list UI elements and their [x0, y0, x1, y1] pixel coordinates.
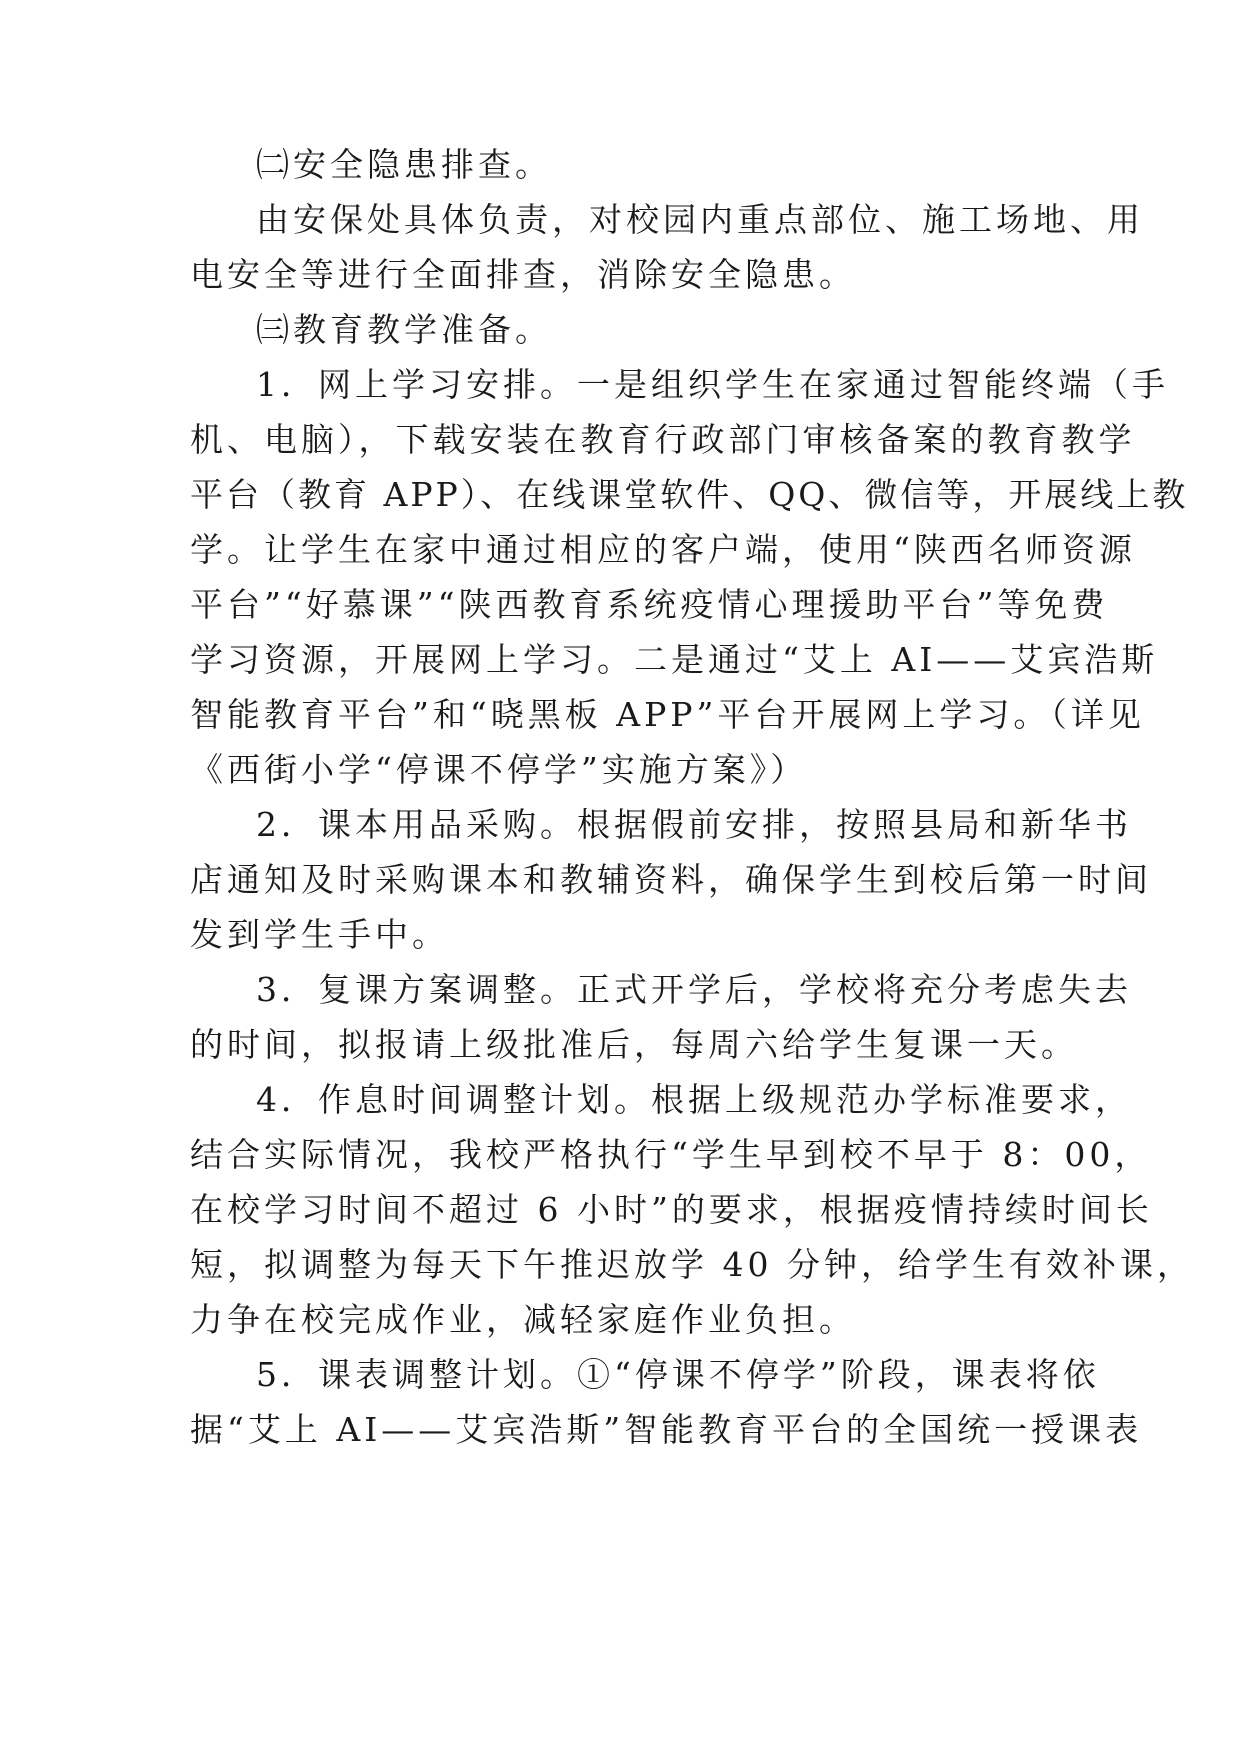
- paragraph-line: 平台”“好慕课”“陕西教育系统疫情心理援助平台”等免费: [190, 585, 1109, 624]
- paragraph-line: 2．课本用品采购。根据假前安排，按照县局和新华书: [256, 805, 1132, 844]
- paragraph-line: 力争在校完成作业，减轻家庭作业负担。: [190, 1300, 856, 1339]
- paragraph-line: 学。让学生在家中通过相应的客户端，使用“陕西名师资源: [190, 530, 1136, 569]
- paragraph-line: 学习资源，开展网上学习。二是通过“艾上 AI——艾宾浩斯: [190, 640, 1159, 679]
- paragraph-line: 电安全等进行全面排查，消除安全隐患。: [190, 255, 856, 294]
- paragraph-line: 的时间，拟报请上级批准后，每周六给学生复课一天。: [190, 1025, 1078, 1064]
- paragraph-line: 在校学习时间不超过 6 小时”的要求，根据疫情持续时间长: [190, 1190, 1153, 1229]
- paragraph-line: 平台（教育 APP）、在线课堂软件、QQ、微信等，开展线上教: [190, 475, 1189, 514]
- paragraph-line: 店通知及时采购课本和教辅资料，确保学生到校后第一时间: [190, 860, 1152, 899]
- paragraph-line: 结合实际情况，我校严格执行“学生早到校不早于 8：00，: [190, 1135, 1152, 1174]
- paragraph-line: 据“艾上 AI——艾宾浩斯”智能教育平台的全国统一授课表: [190, 1410, 1143, 1449]
- paragraph-line: 3．复课方案调整。正式开学后，学校将充分考虑失去: [256, 970, 1132, 1009]
- paragraph-line: 4．作息时间调整计划。根据上级规范办学标准要求，: [256, 1080, 1132, 1119]
- paragraph-line: 发到学生手中。: [190, 915, 449, 954]
- paragraph-line: 1．网上学习安排。一是组织学生在家通过智能终端（手: [256, 365, 1169, 404]
- paragraph-line: 智能教育平台”和“晓黑板 APP”平台开展网上学习。（详见: [190, 695, 1145, 734]
- heading-teaching-prep: ㈢教育教学准备。: [256, 310, 552, 349]
- paragraph-line: 短，拟调整为每天下午推迟放学 40 分钟，给学生有效补课，: [190, 1245, 1194, 1284]
- paragraph-line: 《西街小学“停课不停学”实施方案》）: [190, 750, 808, 789]
- paragraph-line: 机、电脑），下载安装在教育行政部门审核备案的教育教学: [190, 420, 1136, 459]
- paragraph-line: 5．课表调整计划。①“停课不停学”阶段，课表将依: [256, 1355, 1100, 1394]
- paragraph-line: 由安保处具体负责，对校园内重点部位、施工场地、用: [256, 200, 1144, 239]
- heading-safety-check: ㈡安全隐患排查。: [256, 145, 552, 184]
